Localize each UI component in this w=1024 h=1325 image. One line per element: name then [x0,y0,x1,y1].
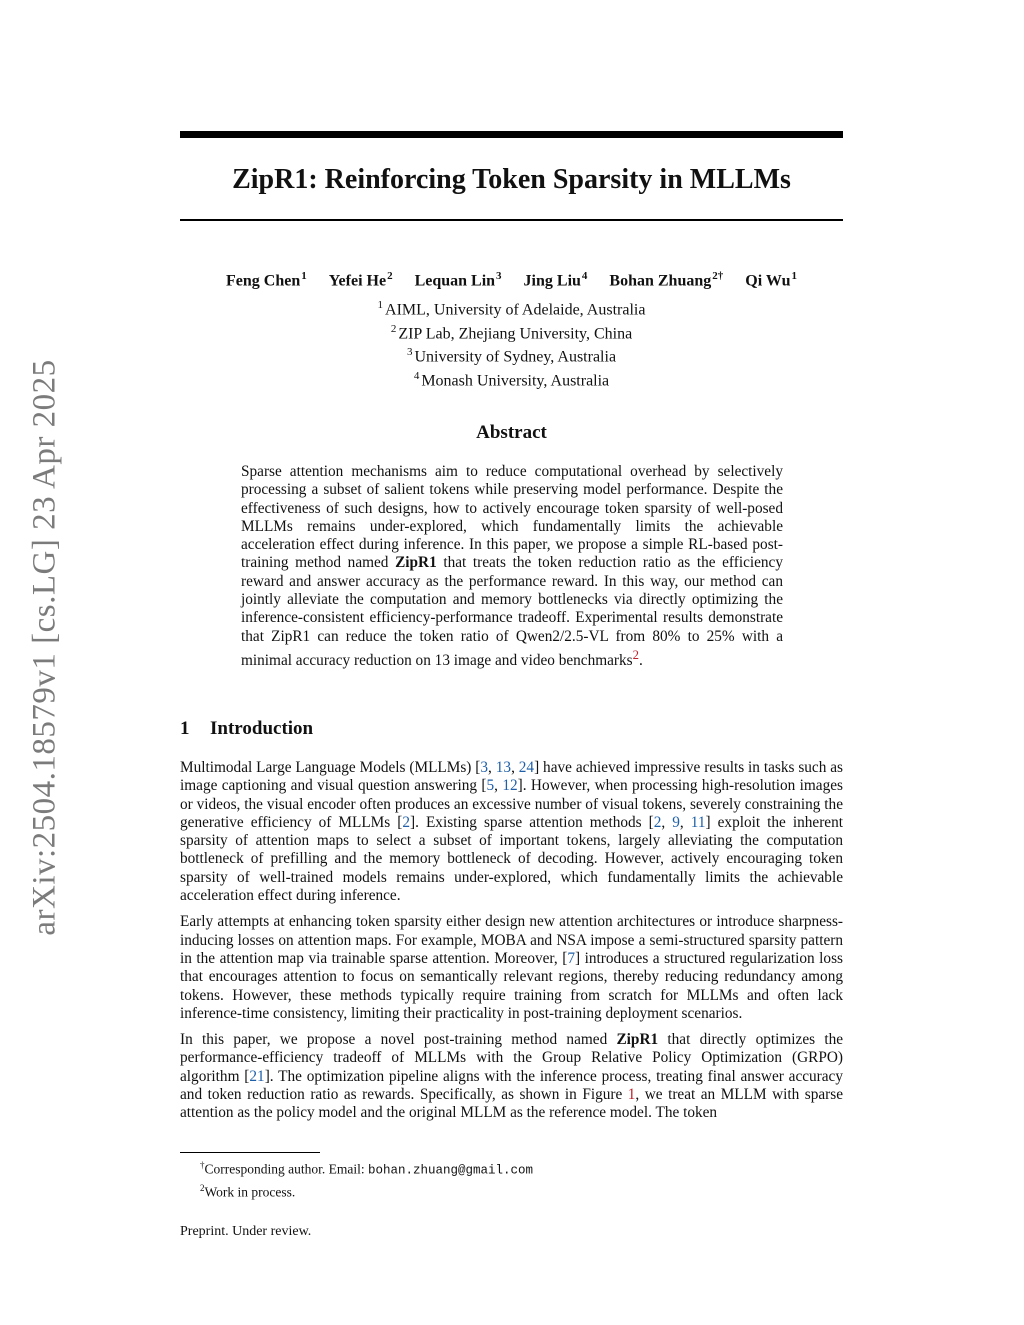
footnote-link[interactable]: 2 [632,647,640,662]
paper-title: ZipR1: Reinforcing Token Sparsity in MLLMs [232,164,791,195]
affiliation: $^1$ AIML, University of Adelaide, Australia [377,299,646,319]
abstract-heading: Abstract [476,422,547,443]
author-list [180,264,843,293]
paragraph: In this paper, we propose a novel post-training method named ZipR1 that directly optimizes the performance-efficiency tradeoff of MLLMs with the Group Relative Policy Optimization (GRPO) algorithm [21]. The optimization pipeline aligns with the inference process, treating final answer accuracy and token reduction ratio as rewards. Specifically, as shown in Figure 1, we treat an MLLM with sparse attention as the policy model and the original MLLM as the reference model. The token [180,1031,844,1122]
citation-link[interactable]: 5 [486,777,495,795]
arxiv-id: arXiv:2504.18579v1 [cs.LG] 23 Apr 2025 [26,359,63,936]
affiliation: $^4$ Monash University, Australia [413,369,610,390]
section-heading: 1 Introduction [180,718,314,739]
citation-link[interactable]: 21 [249,1067,265,1085]
author: Jing Liu$^4$ [523,270,588,290]
page-footer: Preprint. Under review. [180,1224,312,1239]
abstract-body: Sparse attention mechanisms aim to reduce computational overhead by selectively processing a subset of salient tokens while preserving model performance. Despite the effectiveness of such designs, how to actively encourage token sparsity of well-posed MLLMs remains under-explored, which fundamentally limits the achievable acceleration effect during inference. In this paper, we propose a simple RL-based post-training method named ZipR1 that treats the token reduction ratio as the efficiency reward and answer accuracy as the performance reward. In this way, our method can jointly alleviate the computation and memory bottlenecks via directly optimizing the inference-consistent efficiency-performance tradeoff. Experimental results demonstrate that ZipR1 can reduce the token ratio of Qwen2/2.5-VL from 80% to 25% with a minimal accuracy reduction on 13 image and video benchmarks$^2$. [241,463,783,670]
affiliation: $^2$ ZIP Lab, Zhejiang University, China [390,322,633,342]
citation-link[interactable]: 3 [480,759,489,776]
footnote: †Corresponding author. Email: bohan.zhuang@gmail.com [200,1160,534,1178]
citation-link[interactable]: 7 [567,949,575,967]
citation-link[interactable]: 11 [690,813,706,831]
citation-link[interactable]: 9 [672,813,680,831]
citation-link[interactable]: 2 [653,813,662,831]
citation-link[interactable]: 12 [502,777,518,795]
citation-link[interactable]: 24 [518,759,535,776]
author: Yefei He$^2$ [328,270,393,290]
footnote-rule [180,1152,320,1153]
footnote: $^2$Work in process. [200,1183,296,1200]
arxiv-stamp [8,355,82,940]
title-bottom-rule [180,219,843,221]
author: Bohan Zhuang$^{2\dagger}$ [609,270,724,290]
footnotes [200,1157,533,1201]
title-top-rule [180,131,843,138]
affiliation: $^3$ University of Sydney, Australia [406,346,617,366]
introduction-body [180,759,843,1131]
author: Feng Chen$^1$ [226,270,307,290]
paragraph: Early attempts at enhancing token sparsity either design new attention architectures or introduce sharpness-inducing losses on attention maps. For example, MOBA and NSA impose a semi-structured sparsity pattern in the attention map via trainable sparse attention. Moreover, [7] introduces a structured regularization loss that encourages attention to focus on semantically relevant regions, thereby reducing redundancy among tokens. However, these methods typically require training from scratch for MLLMs and often lack inference-time consistency, limiting their practicality in post-training deployment scenarios. [180,913,843,1022]
email-link[interactable]: bohan.zhuang@gmail.com [367,1163,534,1178]
citation-link[interactable]: 2 [402,813,411,831]
affiliation-list [180,296,843,391]
citation-link[interactable]: 13 [495,759,512,776]
paragraph: Multimodal Large Language Models (MLLMs) [3, 13, 24] have achieved impressive results in tasks such as image captioning and visual question answering [5, 12]. However, when processing high-resolution images or videos, the visual encoder often produces an excessive number of visual tokens, severely constraining the generative efficiency of MLLMs [2]. Existing sparse attention methods [2, 9, 11] exploit the inherent sparsity of attention maps to select a subset of important tokens, largely alleviating the computation bottleneck of prefilling and the memory bottleneck of decoding. However, actively encouraging token sparsity of well-trained models remains under-explored, which fundamentally limits the achievable acceleration effect during inference. [180,759,843,905]
figure-link[interactable]: 1 [627,1086,636,1104]
author: Lequan Lin$^3$ [414,270,502,290]
author: Qi Wu$^1$ [745,270,797,290]
